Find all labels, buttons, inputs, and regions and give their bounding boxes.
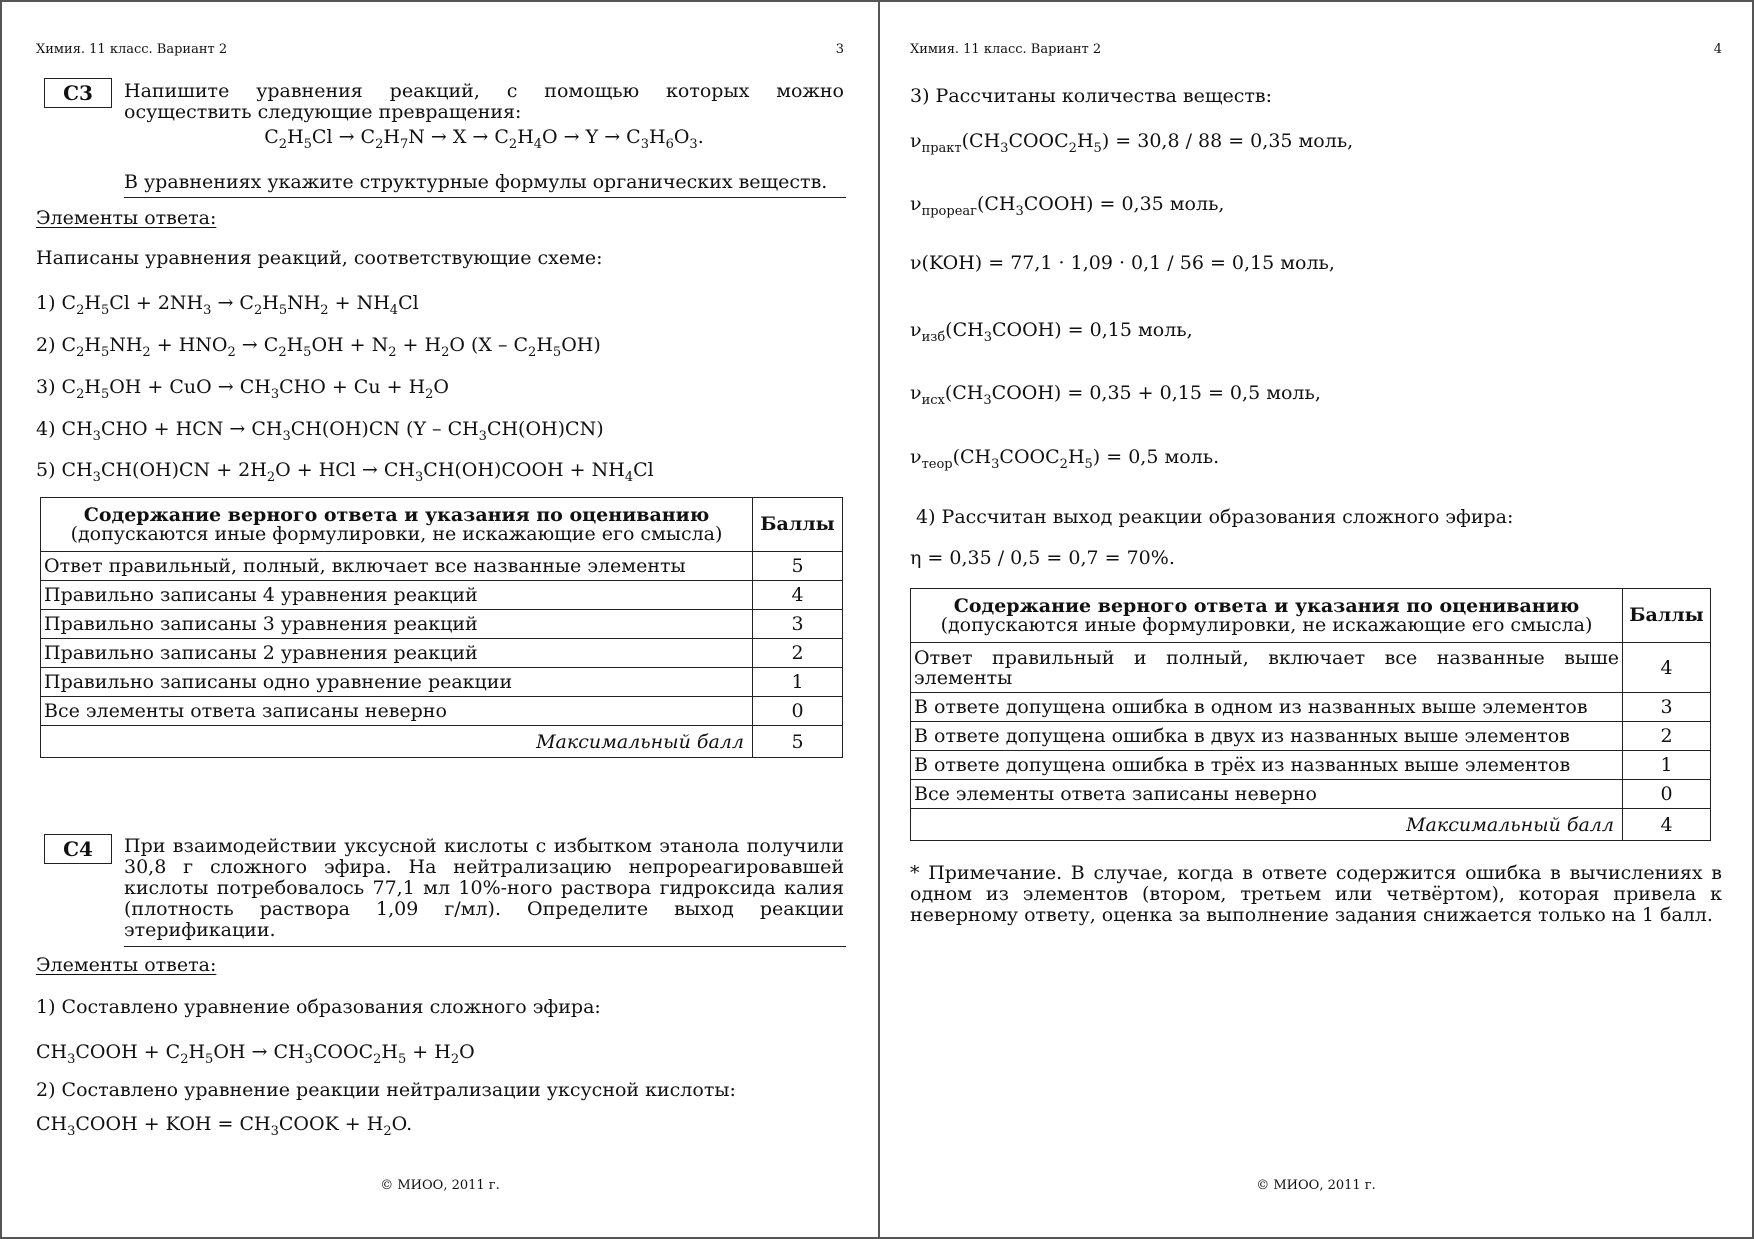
page-footer: © МИОО, 2011 г. — [1256, 1178, 1376, 1193]
criterion-score: 4 — [1623, 643, 1711, 693]
table-row — [41, 697, 843, 726]
c4-equation-1: $CH_3COOH + C_2H_5OH$ → $CH_3COOC_2H_5 + H_2O$ — [36, 1041, 475, 1067]
table-row — [911, 722, 1711, 751]
c3-structural-note: В уравнениях укажите структурные формулы органических веществ. — [124, 171, 828, 193]
c4-prompt-line: (плотность раствора 1,09 г/мл). Определите выход реакции — [124, 898, 844, 920]
table-row — [41, 639, 843, 668]
c4-step-1: 1) Составлено уравнение образования сложного эфира: — [36, 996, 601, 1018]
criterion-text: Правильно записаны одно уравнение реакции — [41, 668, 753, 697]
task-c3-prompt — [124, 80, 844, 152]
criterion-text — [911, 643, 1623, 693]
page-header — [910, 42, 1722, 57]
max-score-label: Максимальный балл — [41, 726, 753, 758]
table-header-title: Содержание верного ответа и указания по оцениванию — [953, 594, 1580, 617]
criterion-text: Все элементы ответа записаны неверно — [911, 780, 1623, 809]
c3-note-rule — [124, 197, 846, 198]
criterion-score: 2 — [753, 639, 843, 668]
table-row — [41, 668, 843, 697]
calc-line: ν(KOH) = 77,1 · 1,09 · 0,1 / 56 = 0,15 моль, — [910, 252, 1335, 274]
criterion-score: 0 — [1623, 780, 1711, 809]
criterion-score: 5 — [753, 552, 843, 581]
max-score-value: 5 — [753, 726, 843, 758]
c3-elements-heading: Элементы ответа: — [36, 207, 217, 229]
table-header-title: Содержание верного ответа и указания по оцениванию — [83, 503, 710, 526]
criterion-score: 0 — [753, 697, 843, 726]
c3-prompt-line2: осуществить следующие превращения: — [124, 101, 522, 123]
c4-prompt-line: 30,8 г сложного эфира. На нейтрализацию непрореагировавшей — [124, 856, 844, 878]
page-3 — [36, 2, 844, 1237]
table-row — [911, 780, 1711, 809]
table-header-row — [41, 498, 843, 552]
task-label-c3: C3 — [44, 78, 112, 108]
table-row — [911, 751, 1711, 780]
table-header-subtitle: (допускаются иные формулировки, не искажающие его смысла) — [940, 613, 1593, 636]
page-header — [36, 42, 844, 57]
criterion-text: Ответ правильный, полный, включает все названные элементы — [41, 552, 753, 581]
footnote-line: * Примечание. В случае, когда в ответе содержится ошибка в вычислениях в — [910, 862, 1722, 884]
table-row — [41, 581, 843, 610]
c3-prompt-line1: Напишите уравнения реакций, с помощью которых можно — [124, 80, 844, 102]
page-4 — [910, 2, 1722, 1237]
footnote-line: одном из элементов (втором, третьем или четвёртом), которая привела к — [910, 883, 1722, 905]
calc-line: $\nu_{исх}(CH_3COOH) = 0,35 + 0,15 = 0,5$ моль, — [910, 382, 1321, 408]
criterion-score: 4 — [753, 581, 843, 610]
criterion-text-wrapped: Ответ правильный и полный, включает все названные выше элементы — [914, 646, 1619, 689]
table-header-subtitle: (допускаются иные формулировки, не искажающие его смысла) — [70, 522, 723, 545]
table-header-content — [911, 589, 1623, 643]
criterion-score: 1 — [753, 668, 843, 697]
task-label-c4: C4 — [44, 834, 112, 864]
criterion-score: 3 — [753, 610, 843, 639]
c3-grading-table — [40, 497, 843, 758]
footnote — [910, 863, 1722, 926]
criterion-score: 3 — [1623, 693, 1711, 722]
c4-equation-2: $CH_3COOH$ + KOH = $CH_3COOK + H_2O$. — [36, 1113, 413, 1139]
table-header-content — [41, 498, 753, 552]
c3-equation-2: 2) $C_2H_5NH_2 + HNO_2 \to C_2H_5OH + N_2 + H_2O$ $(X - C_2H_5OH)$ — [36, 334, 601, 360]
table-max-row — [41, 726, 843, 758]
score-header-label: Баллы — [1629, 604, 1704, 626]
calc-line: $\nu_{практ}(CH_3COOC_2H_5) = 30,8 / 88 = 0,35$ моль, — [910, 130, 1354, 156]
calc-line: $\nu_{изб}(CH_3COOH) = 0,15$ моль, — [910, 319, 1193, 345]
c3-equation-4: 4) $CH_3CHO$ + HCN → $CH_3CH(OH)CN$ $(Y - CH_3CH(OH)CN)$ — [36, 418, 604, 444]
c4-grading-table — [910, 588, 1711, 841]
criterion-score: 1 — [1623, 751, 1711, 780]
table-max-row — [911, 809, 1711, 841]
footnote-line: неверному ответу, оценка за выполнение задания снижается только на 1 балл. — [910, 904, 1713, 926]
step-4-heading: 4) Рассчитан выход реакции образования сложного эфира: — [916, 506, 1514, 528]
c4-elements-heading: Элементы ответа: — [36, 954, 217, 976]
max-score-value: 4 — [1623, 809, 1711, 841]
table-row — [911, 693, 1711, 722]
c4-prompt-line: При взаимодействии уксусной кислоты с избытком этанола получили — [124, 835, 844, 857]
calc-line: $\nu_{теор}(CH_3COOC_2H_5) = 0,5$ моль. — [910, 446, 1220, 472]
criterion-text: Правильно записаны 3 уравнения реакций — [41, 610, 753, 639]
page-footer: © МИОО, 2011 г. — [380, 1178, 500, 1193]
c3-equation-5: 5) $CH_3CH(OH)CN + 2H_2O$ + HCl → $CH_3CH(OH)COOH + NH_4Cl$ — [36, 459, 654, 485]
page-number: 4 — [1713, 42, 1722, 57]
step-3-heading: 3) Рассчитаны количества веществ: — [910, 85, 1272, 107]
criterion-text: В ответе допущена ошибка в одном из названных выше элементов — [911, 693, 1623, 722]
table-header-score — [1623, 589, 1711, 643]
c4-step-2: 2) Составлено уравнение реакции нейтрализации уксусной кислоты: — [36, 1079, 736, 1101]
criterion-text: Все элементы ответа записаны неверно — [41, 697, 753, 726]
page-divider — [878, 2, 880, 1237]
task-c4-prompt — [124, 836, 844, 941]
c4-prompt-rule — [124, 946, 846, 947]
header-title: Химия. 11 класс. Вариант 2 — [910, 42, 1102, 57]
table-header-row — [911, 589, 1711, 643]
criterion-score: 2 — [1623, 722, 1711, 751]
header-title: Химия. 11 класс. Вариант 2 — [36, 42, 228, 57]
c3-transformation-chain: $C_2H_5Cl \to C_2H_7N \to X \to C_2H_4O \to Y \to C_3H_6O_3$. — [264, 126, 704, 152]
c4-prompt-line: кислоты потребовалось 77,1 мл 10%-ного раствора гидроксида калия — [124, 877, 844, 899]
criterion-text: В ответе допущена ошибка в двух из названных выше элементов — [911, 722, 1623, 751]
table-row — [41, 610, 843, 639]
score-header-label: Баллы — [760, 513, 835, 535]
c3-equation-1: 1) $C_2H_5Cl + 2NH_3 \to C_2H_5NH_2 + NH_4Cl$ — [36, 292, 419, 318]
table-header-score — [753, 498, 843, 552]
c4-prompt-line: этерификации. — [124, 919, 276, 941]
table-row — [41, 552, 843, 581]
calc-line: $\nu_{прореаг}(CH_3COOH) = 0,35$ моль, — [910, 193, 1225, 219]
page-number: 3 — [835, 42, 844, 57]
criterion-text: Правильно записаны 4 уравнения реакций — [41, 581, 753, 610]
criterion-text: Правильно записаны 2 уравнения реакций — [41, 639, 753, 668]
max-score-label: Максимальный балл — [911, 809, 1623, 841]
yield-equation: η = 0,35 / 0,5 = 0,7 = 70%. — [910, 547, 1175, 569]
criterion-text: В ответе допущена ошибка в трёх из названных выше элементов — [911, 751, 1623, 780]
c3-intro: Написаны уравнения реакций, соответствующие схеме: — [36, 247, 603, 269]
table-row — [911, 643, 1711, 693]
c3-equation-3: 3) $C_2H_5OH$ + CuO → $CH_3CHO + Cu + H_2O$ — [36, 376, 449, 402]
